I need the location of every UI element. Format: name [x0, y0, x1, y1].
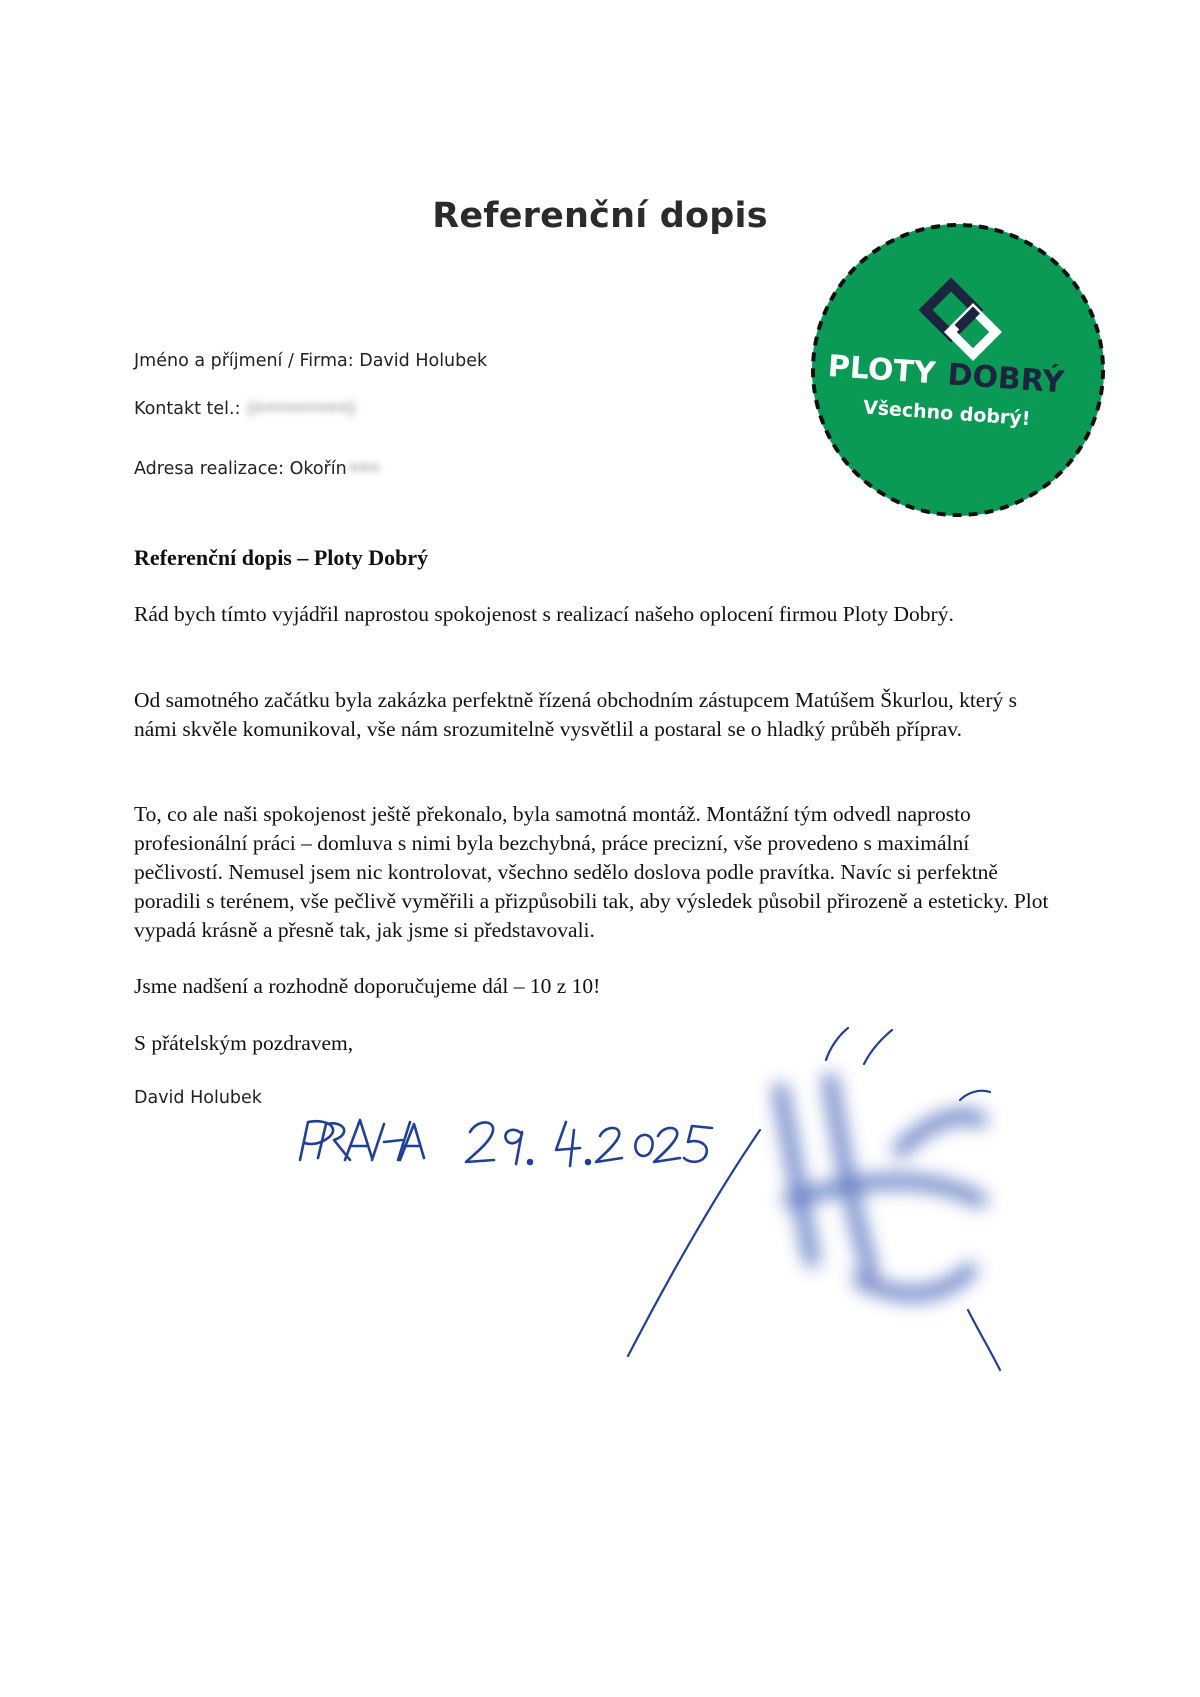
stamp-brand-ploty: PLOTY: [826, 348, 937, 392]
signature-name: David Holubek: [134, 1088, 262, 1108]
signature-flourish: [628, 1028, 1000, 1370]
signature-redacted: [780, 1080, 980, 1294]
paragraph-intro: Rád bych tímto vyjádřil naprostou spokojenost s realizací našeho oplocení firmou Ploty Dobrý.: [134, 602, 954, 626]
address-label: Adresa realizace:: [134, 459, 284, 479]
paragraph-closing: S přátelským pozdravem,: [134, 1031, 354, 1055]
company-stamp: [808, 220, 1108, 520]
address-value-redacted: •••: [348, 459, 380, 479]
paragraph-recommendation: Jsme nadšení a rozhodně doporučujeme dál – 10 z 10!: [134, 974, 601, 998]
letter-subject: Referenční dopis – Ploty Dobrý: [134, 545, 429, 570]
name-label: Jméno a příjmení / Firma:: [134, 351, 354, 371]
document-title: Referenční dopis: [432, 196, 768, 236]
paragraph-installation: To, co ale naši spokojenost ještě překonalo, byla samotná montáž. Montážní tým odvedl naprosto profesionální práci – domluva s nimi byla bezchybná, práce precizní, vše provedeno s maximální pečlivostí. Nemusel jsem nic kontrolovat, všechno sedělo doslova podle pravítka. Navíc si perfektně poradili s terénem, vše pečlivě vyměřili a přizpůsobili tak, aby výsledek působil přirozeně a esteticky. Plot vypadá krásně a přesně tak, jak jsme si představovali.: [134, 802, 1049, 942]
stamp-brand-dobry: DOBRÝ: [946, 357, 1066, 401]
contact-label: Kontakt tel.:: [134, 399, 241, 419]
paragraph-sales: Od samotného začátku byla zakázka perfektně řízená obchodním zástupcem Matúšem Škurlou, který s námi skvěle komunikoval, vše nám srozumitelně vysvětlil a postaral se o hladký průběh příprav.: [134, 688, 1017, 741]
address-field: [134, 459, 380, 479]
stamp-slogan: Všechno dobrý!: [862, 396, 1032, 431]
contact-value-redacted: (•••••••••): [248, 399, 355, 419]
handwritten-place-date: [300, 1120, 712, 1166]
name-field: [134, 351, 487, 371]
name-value: David Holubek: [359, 351, 488, 371]
contact-field: [134, 399, 355, 419]
address-value: Okořín: [289, 459, 347, 479]
